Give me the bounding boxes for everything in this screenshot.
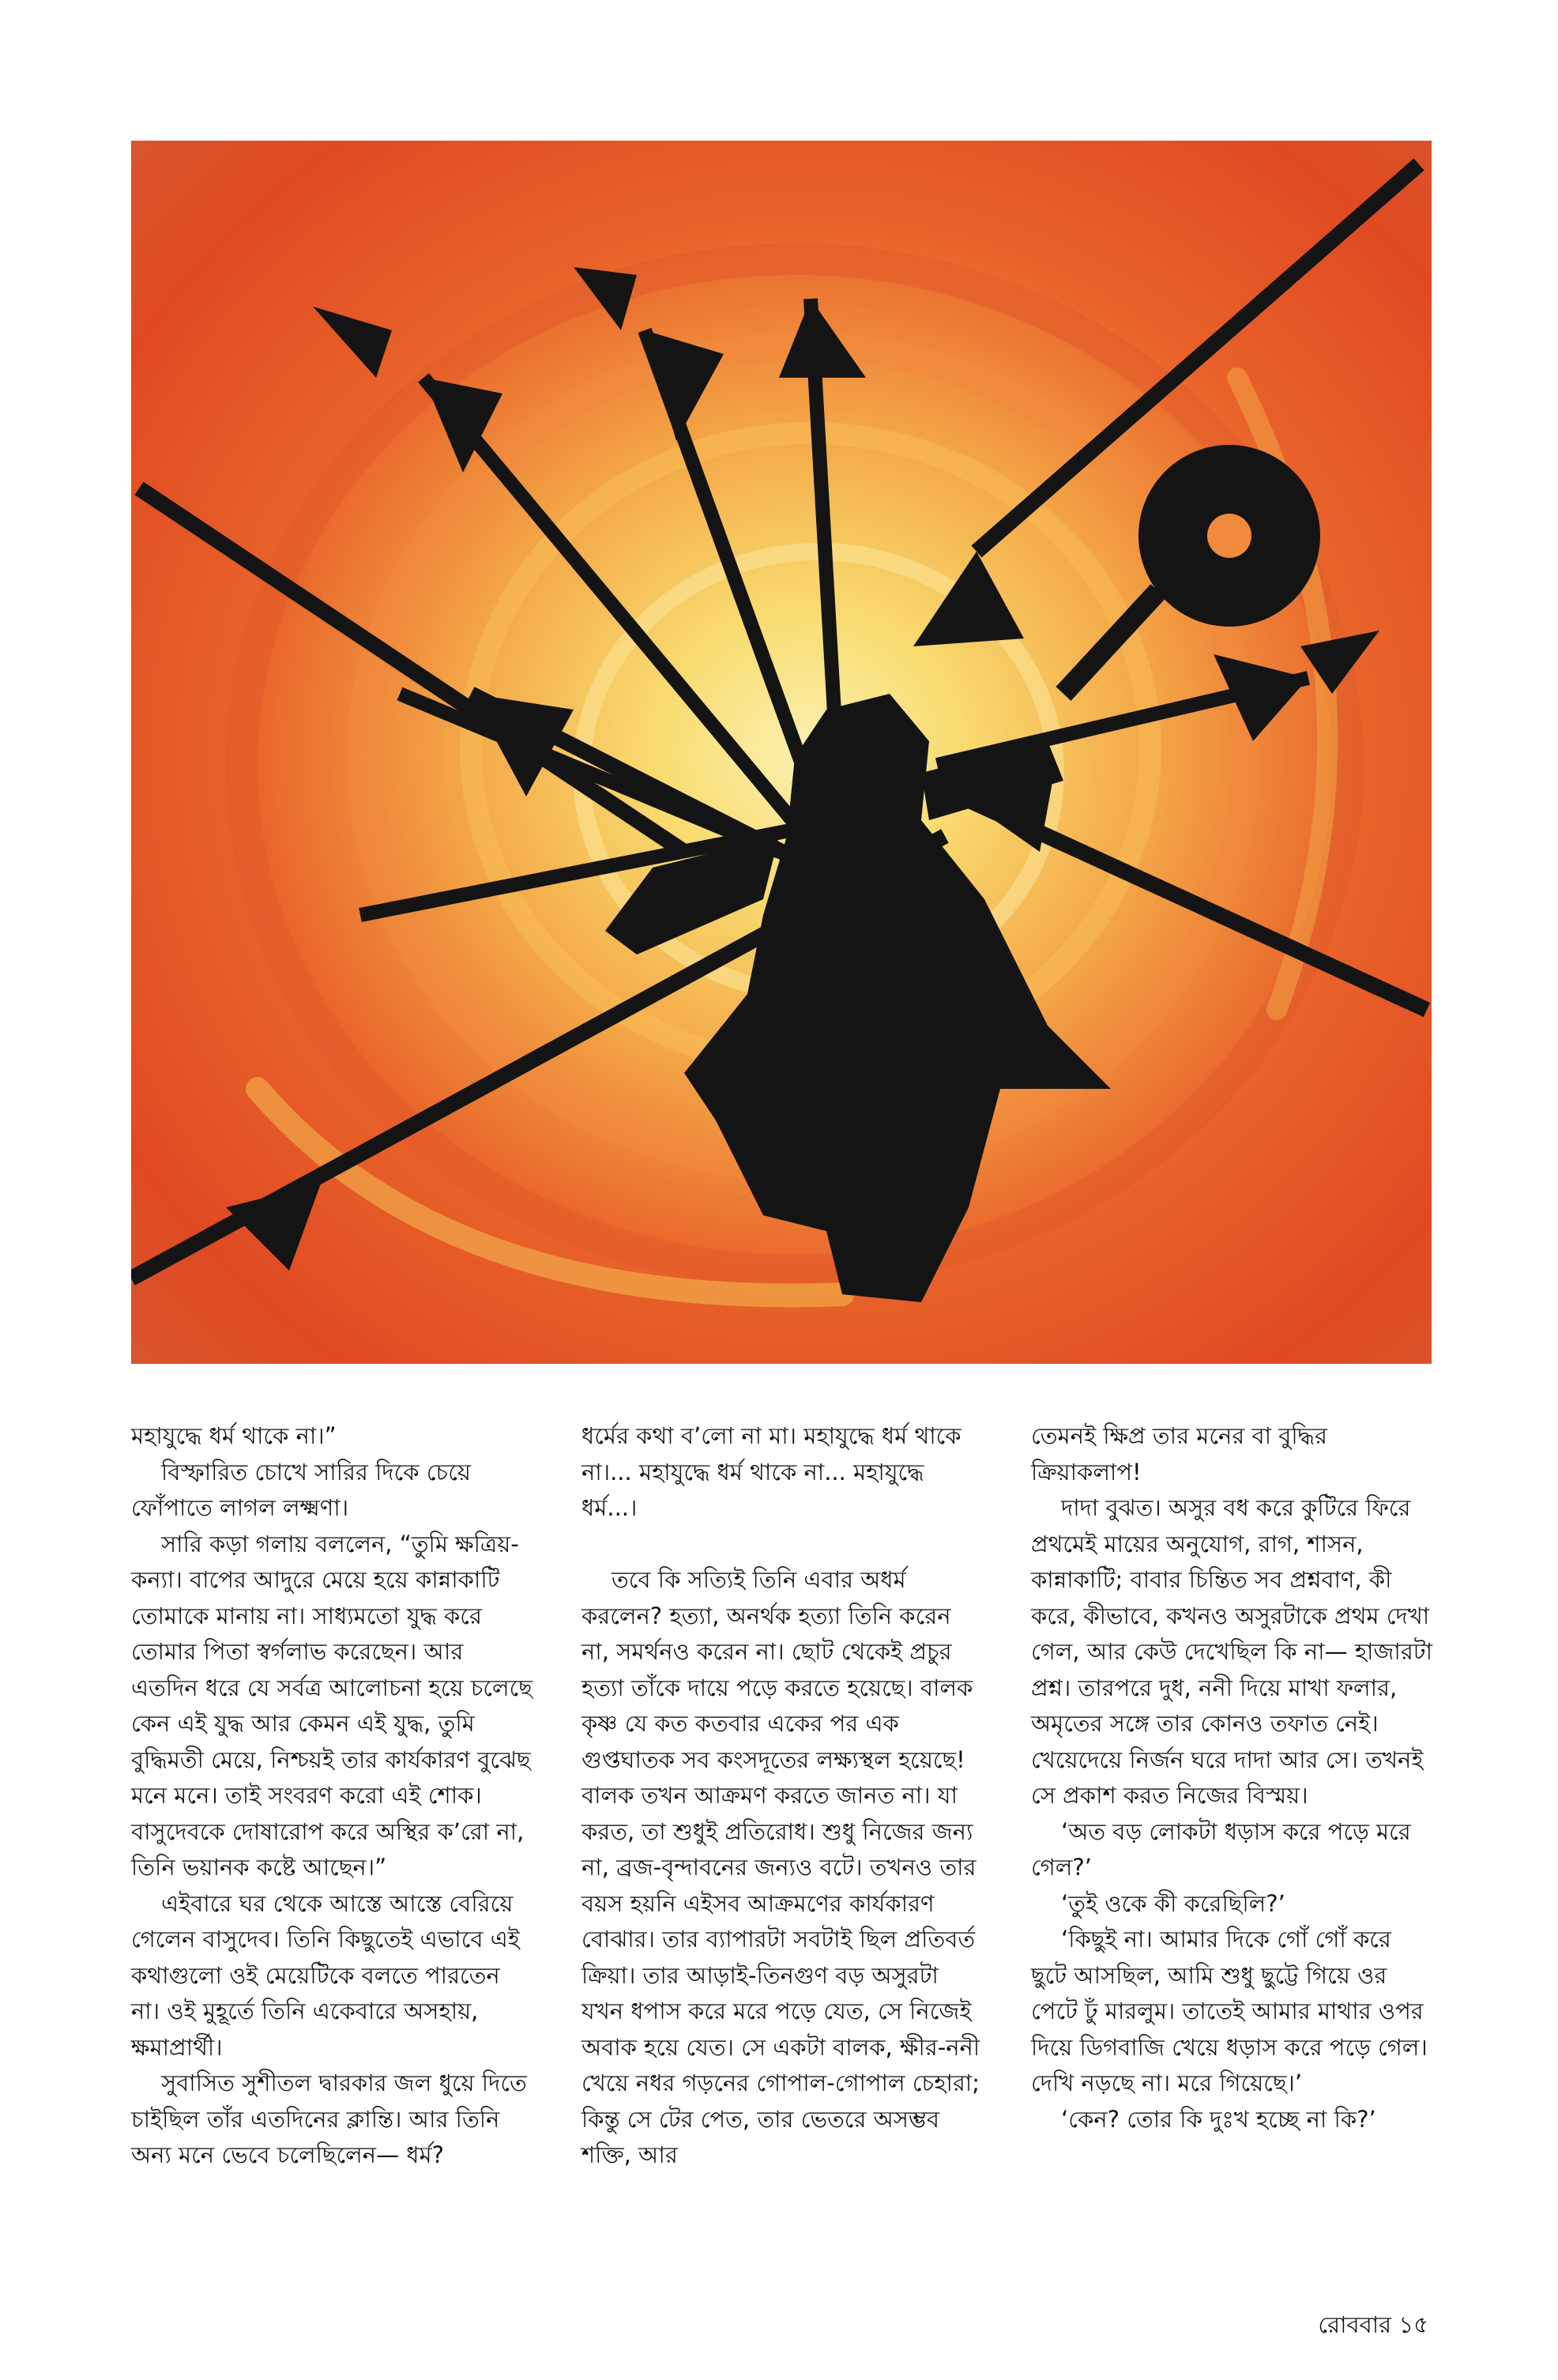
- cover-illustration: [131, 141, 1432, 1364]
- paragraph: মহাযুদ্ধে ধর্ম থাকে না।”: [131, 1422, 337, 1449]
- paragraph: ‘কেন? তোর কি দুঃখ হচ্ছে না কি?’: [1061, 2105, 1376, 2133]
- text-column-3: [1031, 1418, 1434, 2137]
- paragraph: এইবারে ঘর থেকে আস্তে আস্তে বেরিয়ে গেলেন বাসুদেব। তিনি কিছুতেই এভাবে এই কথাগুলো ওই মেয়েটিকে বলতে পারতেন না। ওই মুহূর্তে তিনি একেবারে অসহায়, ক্ষমাপ্রার্থী।: [131, 1889, 520, 2061]
- paragraph: ধর্মের কথা ব’লো না মা। মহাযুদ্ধে ধর্ম থাকে না।... মহাযুদ্ধে ধর্ম থাকে না... মহাযুদ্ধে ধর্ম...।: [581, 1422, 962, 1521]
- paragraph: তেমনই ক্ষিপ্র তার মনের বা বুদ্ধির ক্রিয়াকলাপ!: [1031, 1422, 1327, 1486]
- text-column-2: [581, 1418, 984, 2174]
- paragraph: সারি কড়া গলায় বললেন, “তুমি ক্ষত্রিয়-কন্যা। বাপের আদুরে মেয়ে হয়ে কান্নাকাটি তোমাকে মানায় না। সাধ্যমতো যুদ্ধ করে তোমার পিতা স্বর্গলাভ করেছেন। আর এতদিন ধরে যে সর্বত্র আলোচনা হয়ে চলেছে কেন এই যুদ্ধ আর কেমন এই যুদ্ধ, তুমি বুদ্ধিমতী মেয়ে, নিশ্চয়ই তার কার্যকারণ বুঝেছ মনে মনে। তাই সংবরণ করো এই শোক। বাসুদেবকে দোষারোপ করে অস্থির ক’রো না, তিনি ভয়ানক কষ্টে আছেন।”: [131, 1530, 533, 1881]
- page-number: ১৫: [1398, 2311, 1428, 2338]
- text-column-1: [131, 1418, 534, 2174]
- paragraph: তবে কি সত্যিই তিনি এবার অধর্ম করলেন? হত্যা, অনর্থক হত্যা তিনি করেন না, সমর্থনও করেন না। ছোট থেকেই প্রচুর হত্যা তাঁকে দায়ে পড়ে করতে হয়েছে। বালক কৃষ্ণ যে কত কতবার একের পর এক গুপ্তঘাতক সব কংসদূতের লক্ষ্যস্থল হয়েছে! বালক তখন আক্রমণ করতে জানত না। যা করত, তা শুধুই প্রতিরোধ। শুধু নিজের জন্য না, ব্রজ-বৃন্দাবনের জন্যও বটে। তখনও তার বয়স হয়নি এইসব আক্রমণের কার্যকারণ বোঝার। তার ব্যাপারটা সবটাই ছিল প্রতিবর্ত ক্রিয়া। তার আড়াই-তিনগুণ বড় অসুরটা যখন ধপাস করে মরে পড়ে যেত, সে নিজেই অবাক হয়ে যেত। সে একটা বালক, ক্ষীর-ননী খেয়ে নধর গড়নের গোপাল-গোপাল চেহারা; কিন্তু সে টের পেত, তার ভেতরে অসম্ভব শক্তি, আর: [581, 1566, 980, 2168]
- paragraph: ‘কিছুই না। আমার দিকে গোঁ গোঁ করে ছুটে আসছিল, আমি শুধু ছুট্টে গিয়ে ওর পেটে ঢুঁ মারলুম। তাতেই আমার মাথার ওপর দিয়ে ডিগবাজি খেয়ে ধড়াস করে পড়ে গেল। দেখি নড়ছে না। মরে গিয়েছে।’: [1031, 1926, 1428, 2096]
- paragraph-spacer: [581, 1527, 984, 1563]
- paragraph: দাদা বুঝত। অসুর বধ করে কুটিরে ফিরে প্রথমেই মায়ের অনুযোগ, রাগ, শাসন, কান্নাকাটি; বাবার চিন্তিত সব প্রশ্নবাণ, কী করে, কীভাবে, কখনও অসুরটাকে প্রথম দেখা গেল, আর কেউ দেখেছিল কি না— হাজারটা প্রশ্ন। তারপরে দুধ, ননী দিয়ে মাখা ফলার, অমৃতের সঙ্গে তার কোনও তফাত নেই। খেয়েদেয়ে নির্জন ঘরে দাদা আর সে। তখনই সে প্রকাশ করত নিজের বিস্ময়।: [1031, 1494, 1432, 1809]
- paragraph: ‘অত বড় লোকটা ধড়াস করে পড়ে মরে গেল?’: [1031, 1817, 1411, 1881]
- paragraph: সুবাসিত সুশীতল দ্বারকার জল ধুয়ে দিতে চাইছিল তাঁর এতদিনের ক্লান্তি। আর তিনি অন্য মনে ভেবে চলেছিলেন— ধর্ম?: [131, 2069, 527, 2168]
- illustration-svg: [131, 141, 1432, 1364]
- paragraph: ‘তুই ওকে কী করেছিলি?’: [1061, 1889, 1285, 1917]
- magazine-name: রোববার: [1318, 2311, 1392, 2338]
- page-footer: [1318, 2307, 1428, 2346]
- paragraph: বিস্ফারিত চোখে সারির দিকে চেয়ে ফোঁপাতে লাগল লক্ষ্মণা।: [131, 1458, 471, 1521]
